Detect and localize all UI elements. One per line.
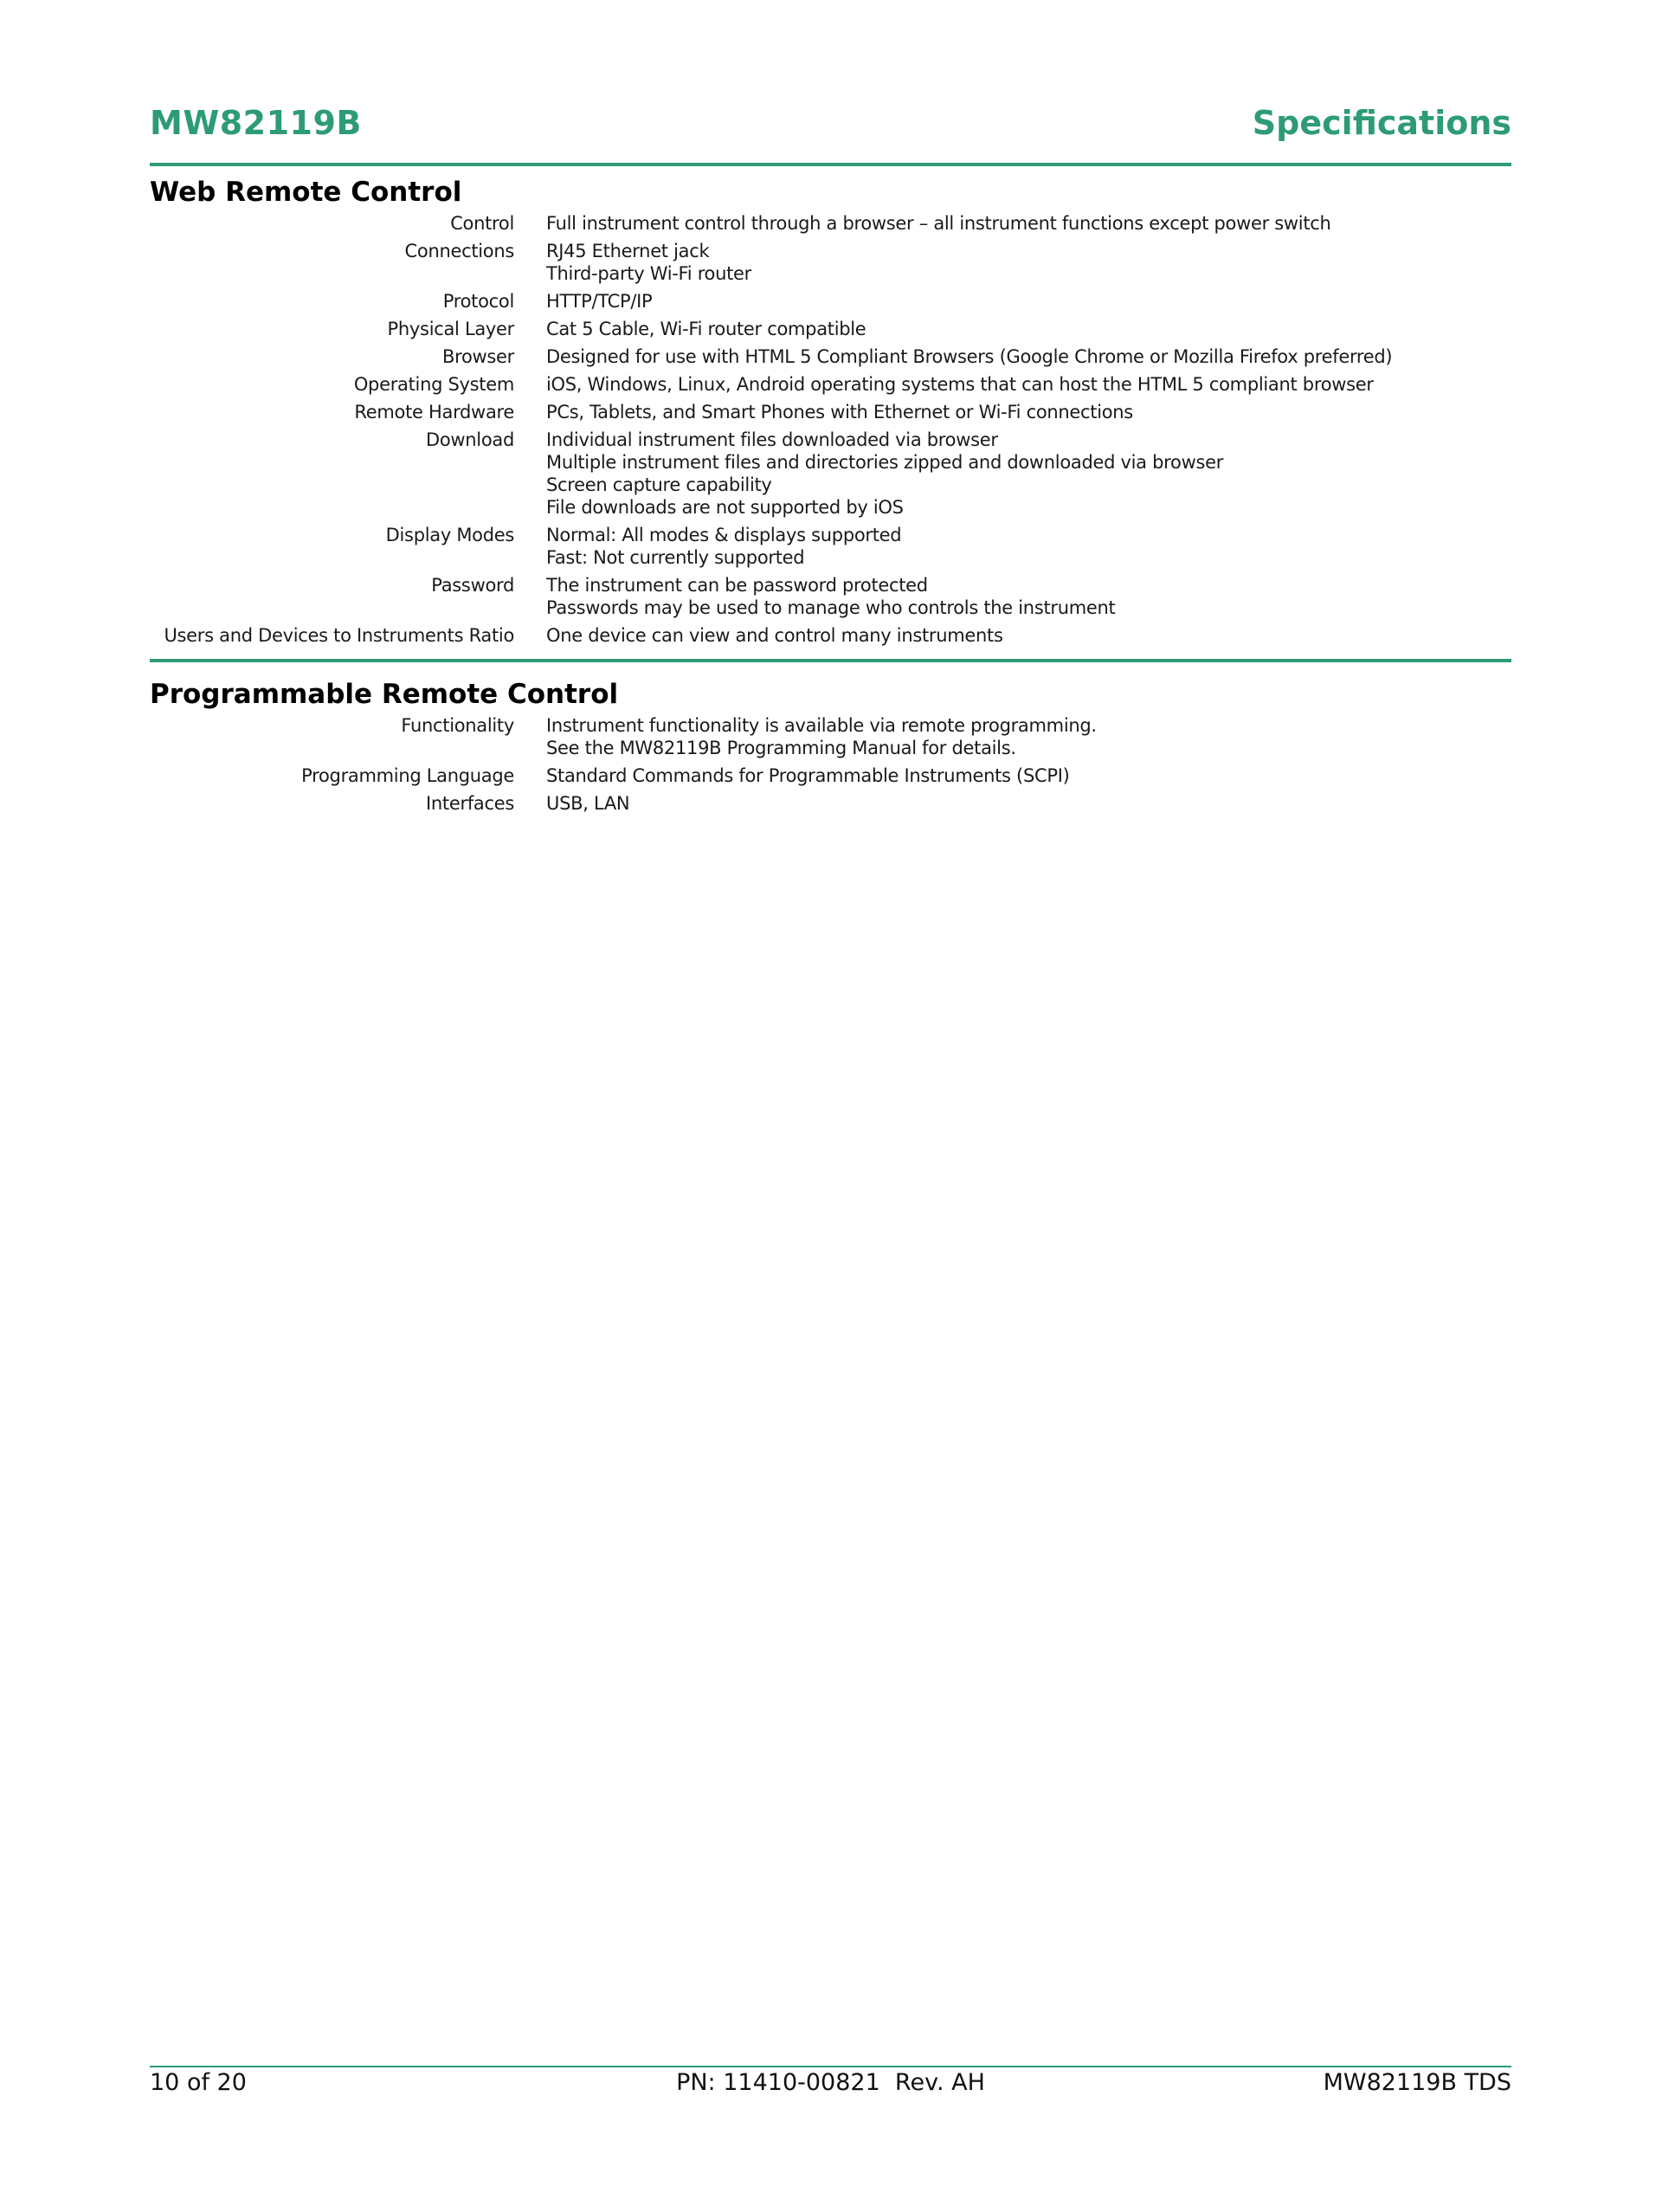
spec-values — [546, 345, 1511, 368]
spec-row — [150, 762, 1511, 790]
section-title: Programmable Remote Control — [150, 679, 619, 710]
spec-value: One device can view and control many instruments — [546, 625, 1003, 646]
spec-label: Physical Layer — [387, 319, 514, 339]
spec-values — [546, 524, 1511, 569]
spec-row — [150, 571, 1511, 622]
spec-value: Third-party Wi-Fi router — [546, 263, 752, 284]
document-title: MW82119B — [150, 104, 362, 142]
spec-value: Designed for use with HTML 5 Compliant Browsers (Google Chrome or Mozilla Firefox preferred) — [546, 346, 1393, 367]
page-footer — [150, 2069, 1511, 2104]
spec-label: Connections — [404, 241, 514, 261]
spec-values — [546, 318, 1511, 340]
section-web-remote-control — [150, 175, 1511, 649]
spec-row — [150, 790, 1511, 817]
spec-row — [150, 371, 1511, 398]
document-id: MW82119B TDS — [1323, 2069, 1511, 2096]
spec-label: Password — [431, 575, 514, 596]
spec-row — [150, 210, 1511, 237]
spec-row — [150, 712, 1511, 762]
spec-values — [546, 290, 1511, 313]
section-divider — [150, 659, 1511, 662]
spec-value: Full instrument control through a browser – all instrument functions except power switch — [546, 213, 1331, 234]
spec-value: Individual instrument files downloaded via browser — [546, 429, 998, 450]
spec-values — [546, 429, 1511, 519]
spec-label: Control — [450, 213, 514, 234]
spec-value: File downloads are not supported by iOS — [546, 497, 904, 518]
spec-value: RJ45 Ethernet jack — [546, 241, 710, 261]
spec-values — [546, 240, 1511, 285]
spec-row — [150, 622, 1511, 649]
spec-row — [150, 343, 1511, 371]
spec-label: Display Modes — [385, 525, 514, 545]
spec-values — [546, 792, 1511, 815]
spec-row — [150, 315, 1511, 343]
spec-row — [150, 237, 1511, 287]
spec-row — [150, 426, 1511, 521]
spec-label: Remote Hardware — [354, 402, 514, 422]
spec-values — [546, 373, 1511, 396]
spec-value: HTTP/TCP/IP — [546, 291, 653, 312]
spec-label: Functionality — [401, 715, 514, 736]
spec-value: Multiple instrument files and directories zipped and downloaded via browser — [546, 452, 1224, 473]
section-programmable-remote-control — [150, 677, 1511, 817]
section-title: Web Remote Control — [150, 177, 462, 208]
spec-label: Interfaces — [426, 793, 514, 814]
spec-value: iOS, Windows, Linux, Android operating systems that can host the HTML 5 compliant browser — [546, 374, 1374, 395]
page-header — [150, 104, 1511, 166]
spec-values — [546, 401, 1511, 423]
spec-label: Users and Devices to Instruments Ratio — [164, 625, 514, 646]
document-page — [150, 0, 1511, 2212]
spec-values — [546, 624, 1511, 647]
footer-divider — [150, 2066, 1511, 2067]
spec-value: Passwords may be used to manage who controls the instrument — [546, 597, 1116, 618]
spec-label: Operating System — [353, 374, 514, 395]
spec-label: Programming Language — [301, 765, 514, 786]
spec-value: Cat 5 Cable, Wi-Fi router compatible — [546, 319, 866, 339]
spec-value: The instrument can be password protected — [546, 575, 928, 596]
spec-label: Browser — [442, 346, 514, 367]
spec-values — [546, 714, 1511, 759]
page-number: 10 of 20 — [150, 2069, 247, 2096]
spec-table — [150, 712, 1511, 817]
spec-value: See the MW82119B Programming Manual for details. — [546, 738, 1016, 758]
spec-value: Screen capture capability — [546, 474, 772, 495]
spec-label: Protocol — [442, 291, 514, 312]
spec-label: Download — [426, 429, 514, 450]
spec-table — [150, 210, 1511, 649]
spec-row — [150, 287, 1511, 315]
spec-value: Instrument functionality is available via remote programming. — [546, 715, 1097, 736]
spec-value: USB, LAN — [546, 793, 630, 814]
section-heading-specifications: Specifications — [1252, 104, 1511, 142]
spec-values — [546, 764, 1511, 787]
spec-row — [150, 521, 1511, 571]
spec-values — [546, 212, 1511, 235]
spec-value: Standard Commands for Programmable Instruments (SCPI) — [546, 765, 1070, 786]
spec-value: Fast: Not currently supported — [546, 547, 805, 568]
spec-row — [150, 398, 1511, 426]
part-number: PN: 11410-00821 Rev. AH — [676, 2069, 985, 2096]
spec-value: PCs, Tablets, and Smart Phones with Ethernet or Wi-Fi connections — [546, 402, 1133, 422]
spec-value: Normal: All modes & displays supported — [546, 525, 902, 545]
spec-values — [546, 574, 1511, 619]
